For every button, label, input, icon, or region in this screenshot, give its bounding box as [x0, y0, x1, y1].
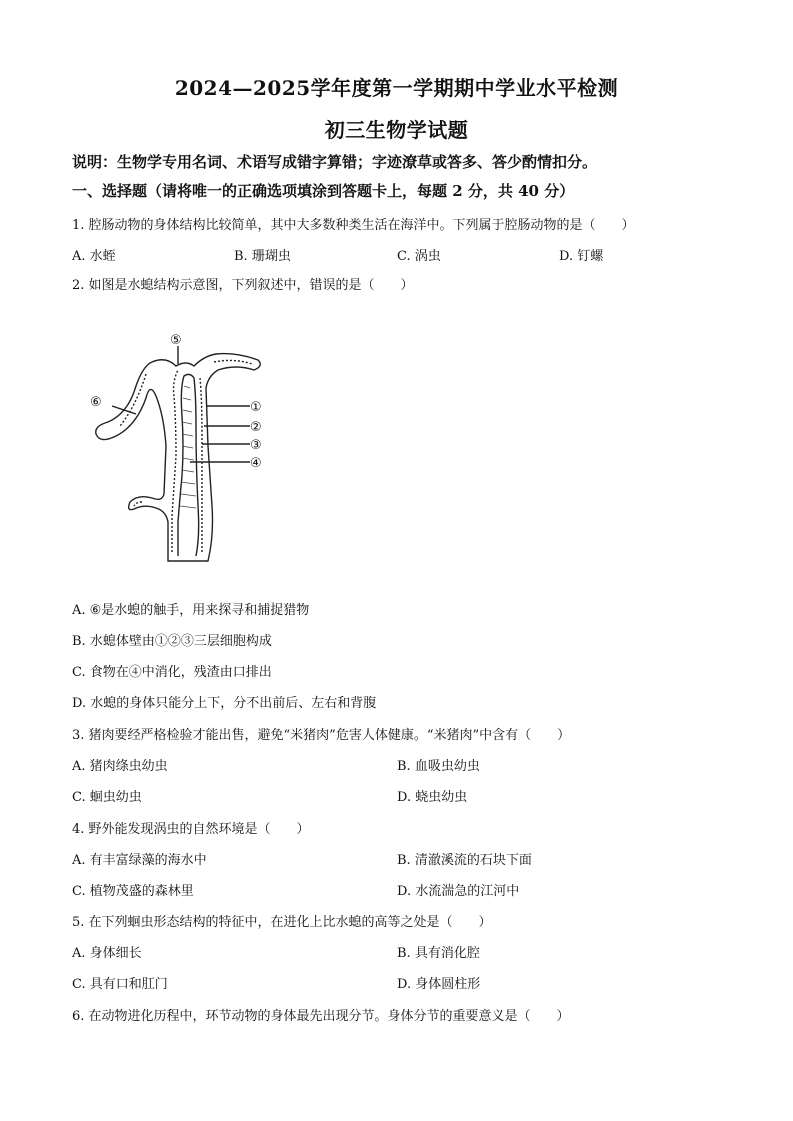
- option: B. 珊瑚虫: [234, 249, 291, 264]
- option: B. 清澈溪流的石块下面: [397, 853, 532, 868]
- option: A. 身体细长: [72, 946, 142, 961]
- figure-label: ③: [250, 438, 262, 453]
- option: D. 身体圆柱形: [397, 977, 481, 992]
- option: D. 水流湍急的江河中: [397, 884, 520, 899]
- figure-label: ①: [250, 400, 262, 415]
- option: C. 蛔虫幼虫: [72, 790, 142, 805]
- figure-label: ④: [250, 456, 262, 471]
- option: B. 具有消化腔: [397, 946, 480, 961]
- question-stem: 6. 在动物进化历程中，环节动物的身体最先出现分节。身体分节的重要意义是（ ）: [72, 1009, 570, 1024]
- hydra-structure-figure: [86, 326, 276, 576]
- section-heading: 一、选择题（请将唯一的正确选项填涂到答题卡上，每题 2 分，共 40 分）: [72, 182, 575, 200]
- instructions-note: 说明：生物学专用名词、术语写成错字算错；字迹潦草或答多、答少酌情扣分。: [72, 153, 598, 171]
- option: A. 有丰富绿藻的海水中: [72, 853, 207, 868]
- figure-label: ⑥: [90, 395, 102, 410]
- option: D. 水螅的身体只能分上下，分不出前后、左右和背腹: [72, 696, 377, 711]
- option: D. 钉螺: [559, 249, 604, 264]
- exam-subtitle: 初三生物学试题: [324, 118, 469, 142]
- option: B. 水螅体壁由①②③三层细胞构成: [72, 634, 272, 649]
- option: D. 蛲虫幼虫: [397, 790, 468, 805]
- question-stem: 3. 猪肉要经严格检验才能出售，避免“米猪肉”危害人体健康。“米猪肉”中含有（ ）: [72, 728, 571, 743]
- question-stem: 5. 在下列蛔虫形态结构的特征中，在进化上比水螅的高等之处是（ ）: [72, 915, 492, 930]
- option: C. 植物茂盛的森林里: [72, 884, 194, 899]
- question-stem: 4. 野外能发现涡虫的自然环境是（ ）: [72, 822, 310, 837]
- question-stem: 2. 如图是水螅结构示意图，下列叙述中，错误的是（ ）: [72, 278, 414, 293]
- option: A. 猪肉绦虫幼虫: [72, 759, 168, 774]
- option: C. 具有口和肛门: [72, 977, 168, 992]
- option: A. ⑥是水螅的触手，用来探寻和捕捉猎物: [72, 603, 310, 618]
- option: A. 水蛭: [72, 249, 116, 264]
- question-stem: 1. 腔肠动物的身体结构比较简单，其中大多数种类生活在海洋中。下列属于腔肠动物的是（ ）: [72, 218, 635, 233]
- figure-label: ②: [250, 420, 262, 435]
- figure-label: ⑤: [170, 333, 182, 348]
- exam-title: 2024—2025学年度第一学期期中学业水平检测: [174, 76, 619, 100]
- option: C. 涡虫: [397, 249, 441, 264]
- option: B. 血吸虫幼虫: [397, 759, 480, 774]
- option: C. 食物在④中消化，残渣由口排出: [72, 665, 272, 680]
